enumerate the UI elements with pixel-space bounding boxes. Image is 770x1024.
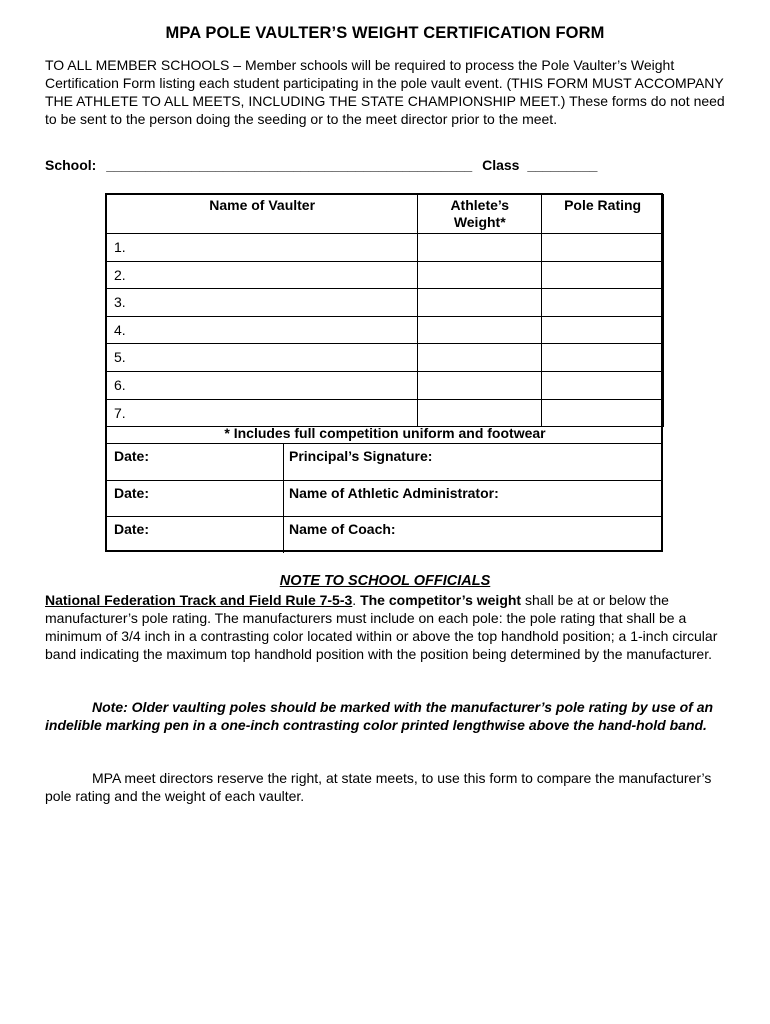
weight-cell[interactable] — [418, 261, 542, 289]
coach-label: Name of Coach: — [289, 521, 396, 537]
vaulter-name-cell[interactable]: 1. — [107, 234, 418, 262]
table-row — [107, 261, 664, 289]
rating-cell[interactable] — [542, 344, 664, 372]
date-label: Date: — [114, 521, 150, 537]
weight-cell[interactable] — [418, 316, 542, 344]
rating-cell[interactable] — [542, 371, 664, 399]
date-label: Date: — [114, 485, 150, 501]
table-row — [107, 316, 664, 344]
vaulter-name-cell[interactable]: 5. — [107, 344, 418, 372]
vaulter-name-cell[interactable]: 7. — [107, 399, 418, 427]
school-field[interactable]: _______________________________________________ — [106, 157, 473, 173]
rating-cell[interactable] — [542, 289, 664, 317]
principal-signature-label: Principal’s Signature: — [289, 448, 433, 464]
row-divider — [283, 444, 284, 481]
rating-cell[interactable] — [542, 261, 664, 289]
page-title: MPA POLE VAULTER’S WEIGHT CERTIFICATION FORM — [165, 24, 605, 42]
class-label: Class — [482, 157, 520, 173]
intro-text: TO ALL MEMBER SCHOOLS – Member schools will be required to process the Pole Vaulter’s Weight Certification Form listing each student participating in the pole vault event. (THIS FORM MUST ACCOMPANY THE ATHLETE TO ALL MEETS, INCLUDING THE STATE CHAMPIONSHIP MEET.) These forms do not need to be sent to the person doing the seeding or to the meet director prior to the meet. — [45, 57, 725, 127]
table-row — [107, 371, 664, 399]
vaulter-name-cell[interactable]: 4. — [107, 316, 418, 344]
col-header-weight: Athlete’s Weight* — [418, 195, 542, 234]
rating-cell[interactable] — [542, 399, 664, 427]
rating-cell[interactable] — [542, 316, 664, 344]
signature-row-coach — [107, 516, 663, 553]
school-label: School: — [45, 157, 97, 173]
rating-cell[interactable] — [542, 234, 664, 262]
weight-cell[interactable] — [418, 399, 542, 427]
vaulter-name-cell[interactable]: 2. — [107, 261, 418, 289]
weight-cell[interactable] — [418, 344, 542, 372]
rule-lead: The competitor’s weight — [360, 592, 522, 608]
signature-row-athletic-admin — [107, 480, 663, 517]
weight-cell[interactable] — [418, 289, 542, 317]
athletic-admin-label: Name of Athletic Administrator: — [289, 485, 499, 501]
intro-paragraph — [45, 56, 735, 128]
table-row — [107, 399, 664, 427]
col-header-rating: Pole Rating — [542, 195, 664, 234]
vaulter-table — [106, 194, 664, 427]
table-row — [107, 344, 664, 372]
rule-reference: National Federation Track and Field Rule 7-5-3 — [45, 592, 353, 608]
weight-cell[interactable] — [418, 371, 542, 399]
school-class-line — [45, 157, 597, 173]
table-header-row — [107, 195, 664, 234]
note-heading: NOTE TO SCHOOL OFFICIALS — [279, 573, 491, 589]
row-divider — [283, 517, 284, 553]
weight-footnote: * Includes full competition uniform and footwear — [224, 425, 546, 441]
row-divider — [283, 481, 284, 517]
table-row — [107, 289, 664, 317]
rule-text: shall be at or below the manufacturer’s pole rating. The manufacturers must include on each pole: the pole rating that shall be a minimum of 3/4 inch in a contrasting color located within or above the top handhold position; a 1-inch circular band indicating the maximum top handhold position with the position being determined by the manufacturer. — [45, 592, 718, 662]
date-label: Date: — [114, 448, 150, 464]
vaulter-name-cell[interactable]: 3. — [107, 289, 418, 317]
table-row — [107, 234, 664, 262]
class-field[interactable]: _________ — [527, 157, 598, 173]
rule-separator: . — [352, 592, 361, 608]
older-poles-note: Note: Older vaulting poles should be marked with the manufacturer’s pole rating by use of an indelible marking pen in a one-inch contrasting color printed lengthwise above the hand-hold band. — [45, 699, 714, 733]
col-header-name: Name of Vaulter — [107, 195, 418, 234]
signature-row-principal — [107, 443, 663, 481]
vaulter-name-cell[interactable]: 6. — [107, 371, 418, 399]
weight-cell[interactable] — [418, 234, 542, 262]
meet-directors-paragraph: MPA meet directors reserve the right, at state meets, to use this form to compare the manufacturer’s pole rating and the weight of each vaulter. — [45, 770, 712, 804]
rule-paragraph — [45, 591, 735, 663]
